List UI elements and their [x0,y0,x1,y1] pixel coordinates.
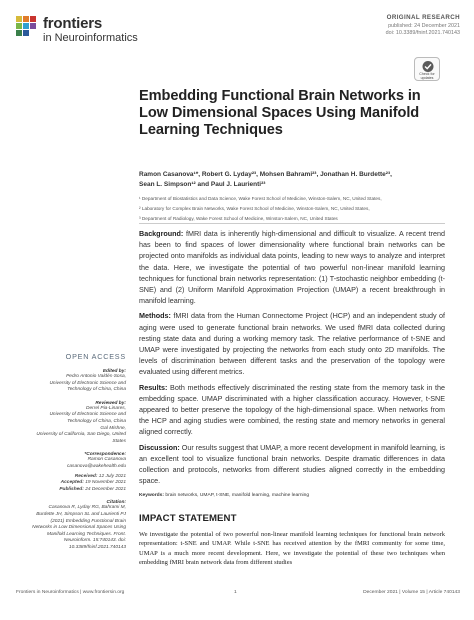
article-type: ORIGINAL RESEARCH [386,14,460,21]
check-updates-label: Check for updates [419,72,435,80]
reviewer-1-affiliation: University of Electronic Science and Technology of China, China [49,412,126,424]
affiliation-2: ² Laboratory for Complex Brain Networks, Wake Forest School of Medicine, Winston-Salem, NC, United States, [139,206,370,211]
check-for-updates-button[interactable] [414,57,440,81]
published-date-sidebar: Published: 24 December 2021 [59,486,126,492]
doi-link[interactable]: doi: 10.3389/fninf.2021.740143 [385,30,460,36]
author-list [139,170,449,189]
footer-volume-info: December 2021 | Volume 15 | Article 740143 [363,590,460,595]
article-title: Embedding Functional Brain Networks in Low Dimensional Spaces Using Manifold Learning Techniques [139,88,421,138]
received-date: Received: 12 July 2021 [74,473,126,479]
affiliation-1: ¹ Department of Biostatistics and Data Science, Wake Forest School of Medicine, Winston-Salem, NC, United States, [139,196,382,201]
keywords [139,493,445,498]
authors-line-1[interactable]: Ramon Casanova¹*, Robert G. Lyday²³, Mohsen Bahrami²³, Jonathan H. Burdette²³, [139,171,392,178]
edited-by-label: Edited by: [102,369,126,374]
journal-header [16,14,460,48]
abstract-methods [139,310,445,377]
open-access-badge[interactable]: OPEN ACCESS [65,352,126,361]
reviewed-by-label: Reviewed by: [95,400,126,406]
keywords-text[interactable]: brain networks, UMAP, t-SNE, manifold learning, machine learning [165,493,310,498]
footer-journal-link[interactable]: Frontiers in Neuroinformatics | www.frontiersin.org [16,590,125,595]
accepted-date: Accepted: 19 November 2021 [60,480,126,486]
journal-name: in Neuroinformatics [43,32,138,44]
abstract-divider [139,223,445,224]
article-sidebar [30,352,126,551]
discussion-text: Our results suggest that UMAP, a more recent development in manifold learning, is an excellent tool to visualize functional brain networks. Despite dramatic differences in data collection and protocols, networks from different studies aligned correctly in the embedding space. [139,442,446,486]
correspondence-name: Ramon Casanova [87,457,126,463]
impact-statement-text: We investigate the potential of two powerful non-linear manifold learning techniques for functional brain network representation: t-SNE and UMAP. While t-SNE has received attention by the fMRI community for some time, UMAP is a much more recent development. Here, we investigate the potential of these two techniques when embedding fMRI brain network data from different studies [139,531,445,567]
frontiers-logo-icon [16,16,38,40]
brand-name: frontiers [43,15,103,32]
article-meta [260,14,460,36]
results-text: Both methods effectively discriminated the resting state from the memory task in the embedding space. UMAP discriminated with a higher classification accuracy. However, t-SNE appeared to better preserve the topology of the high-dimensional space. When networks from the HCP and aging studies were combined, the resting state and memory networks in general aligned correctly. [139,382,445,437]
page-footer [16,590,460,600]
methods-label: Methods: [139,311,171,321]
editor-affiliation: University of Electronic Science and Technology of China, China [49,380,126,393]
background-text: fMRI data is inherently high-dimensional and difficult to visualize. A recent trend has been to find spaces of lower dimensionality where functional brain networks can be projected onto manifolds as individual data points, leading to new ways to analyze and interpret the data. Here, we investigate the potential of two powerful non-linear manifold learning techniques for functional brain networks representation: (1) T-stochastic neighbor embedding (t-SNE) and (2) Uniform Manifold Approximation Projection (UMAP) a recent breakthrough in manifold learning. [139,229,445,306]
abstract [139,228,445,490]
impact-statement-heading: IMPACT STATEMENT [139,513,237,524]
correspondence-email[interactable]: casanova@wakehealth.edu [66,463,126,469]
reviewer-2-name[interactable]: Gal Mishne, [100,425,126,431]
results-label: Results: [139,382,168,392]
keywords-label: Keywords: [139,493,165,498]
background-label: Background: [139,229,184,238]
correspondence-label: *Correspondence: [84,452,126,458]
citation-label: Citation: [106,500,126,506]
reviewer-2-affiliation: University of California, San Diego, United States [36,432,126,444]
editor-name[interactable]: Pedro Antonio Valdés-Sosa, [66,374,126,379]
methods-text: fMRI data from the Human Connectome Project (HCP) and an independent study of aging were used to generate functional brain networks. We used fMRI data collected during resting state data and during a working memory task. The relative performance of t-SNE and UMAP were investigated by projecting the networks from each study onto 2D manifolds. The levels of discrimination between different tasks and the preservation of the topology were evaluated using different metrics. [139,311,445,377]
affiliations [139,194,449,224]
published-date: published: 24 December 2021 [388,22,460,29]
reviewer-1-name[interactable]: Derrel Pia-Linares, [86,405,126,411]
abstract-background [139,228,445,306]
authors-line-2[interactable]: Sean L. Simpson¹² and Paul J. Laurienti²³ [139,180,266,188]
discussion-label: Discussion: [139,442,180,452]
citation-text: Casanova R, Lyday RG, Bahrami M, Burdette JH, Simpson SL and Laurienti PJ (2021) Embedding Functional Brain Networks in Low Dimensional Spaces Using Manifold Learning Techniques. Front. Neuroinform. 15:740143. doi: 10.3389/fninf.2021.740143 [32,505,126,550]
frontiers-logo[interactable] [16,14,176,48]
abstract-results [139,382,445,438]
affiliation-3: ³ Department of Radiology, Wake Forest School of Medicine, Winston-Salem, NC, United States [139,216,338,221]
abstract-discussion [139,442,445,487]
page-number: 1 [234,590,237,595]
